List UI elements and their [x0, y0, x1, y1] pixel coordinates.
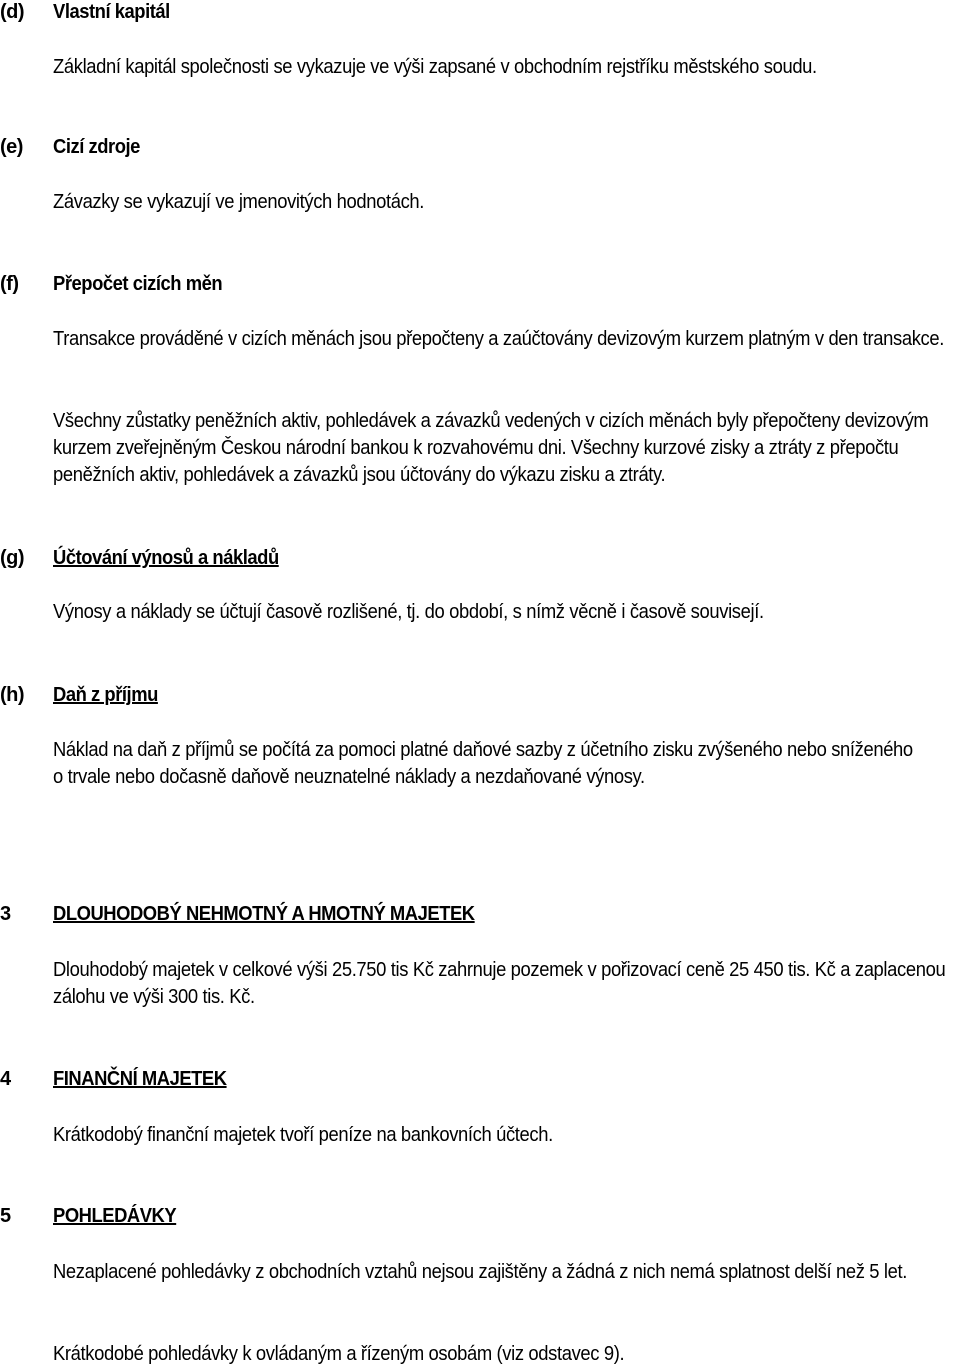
section-title-prepocet-cizich-men: Přepočet cizích měn [53, 273, 223, 295]
paragraph-prepocet-2: Všechny zůstatky peněžních aktiv, pohledávek a závazků vedených v cizích měnách byly přepočteny devizovým kurzem zveřejněným Českou národní bankou k rozvahovému dni. Všechny kurzové zisky a ztráty z přepočtu peněžních aktiv, pohledávek a závazků jsou účtovány do výkazu zisku a ztráty. [53, 410, 929, 486]
section-title-dan-z-prijmu: Daň z příjmu [53, 684, 158, 706]
section-title-financni-majetek: FINANČNÍ MAJETEK [53, 1068, 227, 1090]
paragraph-pohledavky-1: Nezaplacené pohledávky z obchodních vztahů nejsou zajištěny a žádná z nich nemá splatnost delší než 5 let. [53, 1261, 907, 1283]
section-marker-d: (d) [0, 1, 25, 23]
section-title-pohledavky: POHLEDÁVKY [53, 1205, 177, 1227]
section-marker-g: (g) [0, 547, 25, 569]
section-marker-f: (f) [0, 273, 19, 295]
section-title-dlouhodoby-majetek: DLOUHODOBÝ NEHMOTNÝ A HMOTNÝ MAJETEK [53, 903, 475, 925]
paragraph-prepocet-1: Transakce prováděné v cizích měnách jsou přepočteny a zaúčtovány devizovým kurzem platným v den transakce. [53, 328, 944, 350]
paragraph-dlouhodoby-majetek: Dlouhodobý majetek v celkové výši 25.750 tis Kč zahrnuje pozemek v pořizovací ceně 25 450 tis. Kč a zaplacenou zálohu ve výši 300 tis. Kč. [53, 959, 946, 1008]
paragraph-dan-z-prijmu: Náklad na daň z příjmů se počítá za pomoci platné daňové sazby z účetního zisku zvýšeného nebo sníženého o trvale nebo dočasně daňově neuznatelné náklady a nezdaňované výnosy. [53, 739, 913, 788]
paragraph-pohledavky-2: Krátkodobé pohledávky k ovládaným a řízeným osobám (viz odstavec 9). [53, 1343, 625, 1365]
section-marker-5: 5 [0, 1205, 11, 1227]
section-marker-4: 4 [0, 1068, 11, 1090]
paragraph-financni-majetek: Krátkodobý finanční majetek tvoří peníze na bankovních účtech. [53, 1124, 553, 1146]
section-marker-h: (h) [0, 684, 25, 706]
paragraph-uctovani-vynosu: Výnosy a náklady se účtují časově rozlišené, tj. do období, s nímž věcně i časově souvisejí. [53, 601, 764, 623]
paragraph-cizi-zdroje: Závazky se vykazují ve jmenovitých hodnotách. [53, 191, 425, 213]
section-title-uctovani-vynosu: Účtování výnosů a nákladů [53, 547, 279, 569]
section-title-vlastni-kapital: Vlastní kapitál [53, 1, 170, 23]
section-marker-3: 3 [0, 903, 11, 925]
section-marker-e: (e) [0, 136, 23, 158]
section-title-cizi-zdroje: Cizí zdroje [53, 136, 140, 158]
paragraph-vlastni-kapital: Základní kapitál společnosti se vykazuje ve výši zapsané v obchodním rejstříku městského soudu. [53, 56, 817, 78]
